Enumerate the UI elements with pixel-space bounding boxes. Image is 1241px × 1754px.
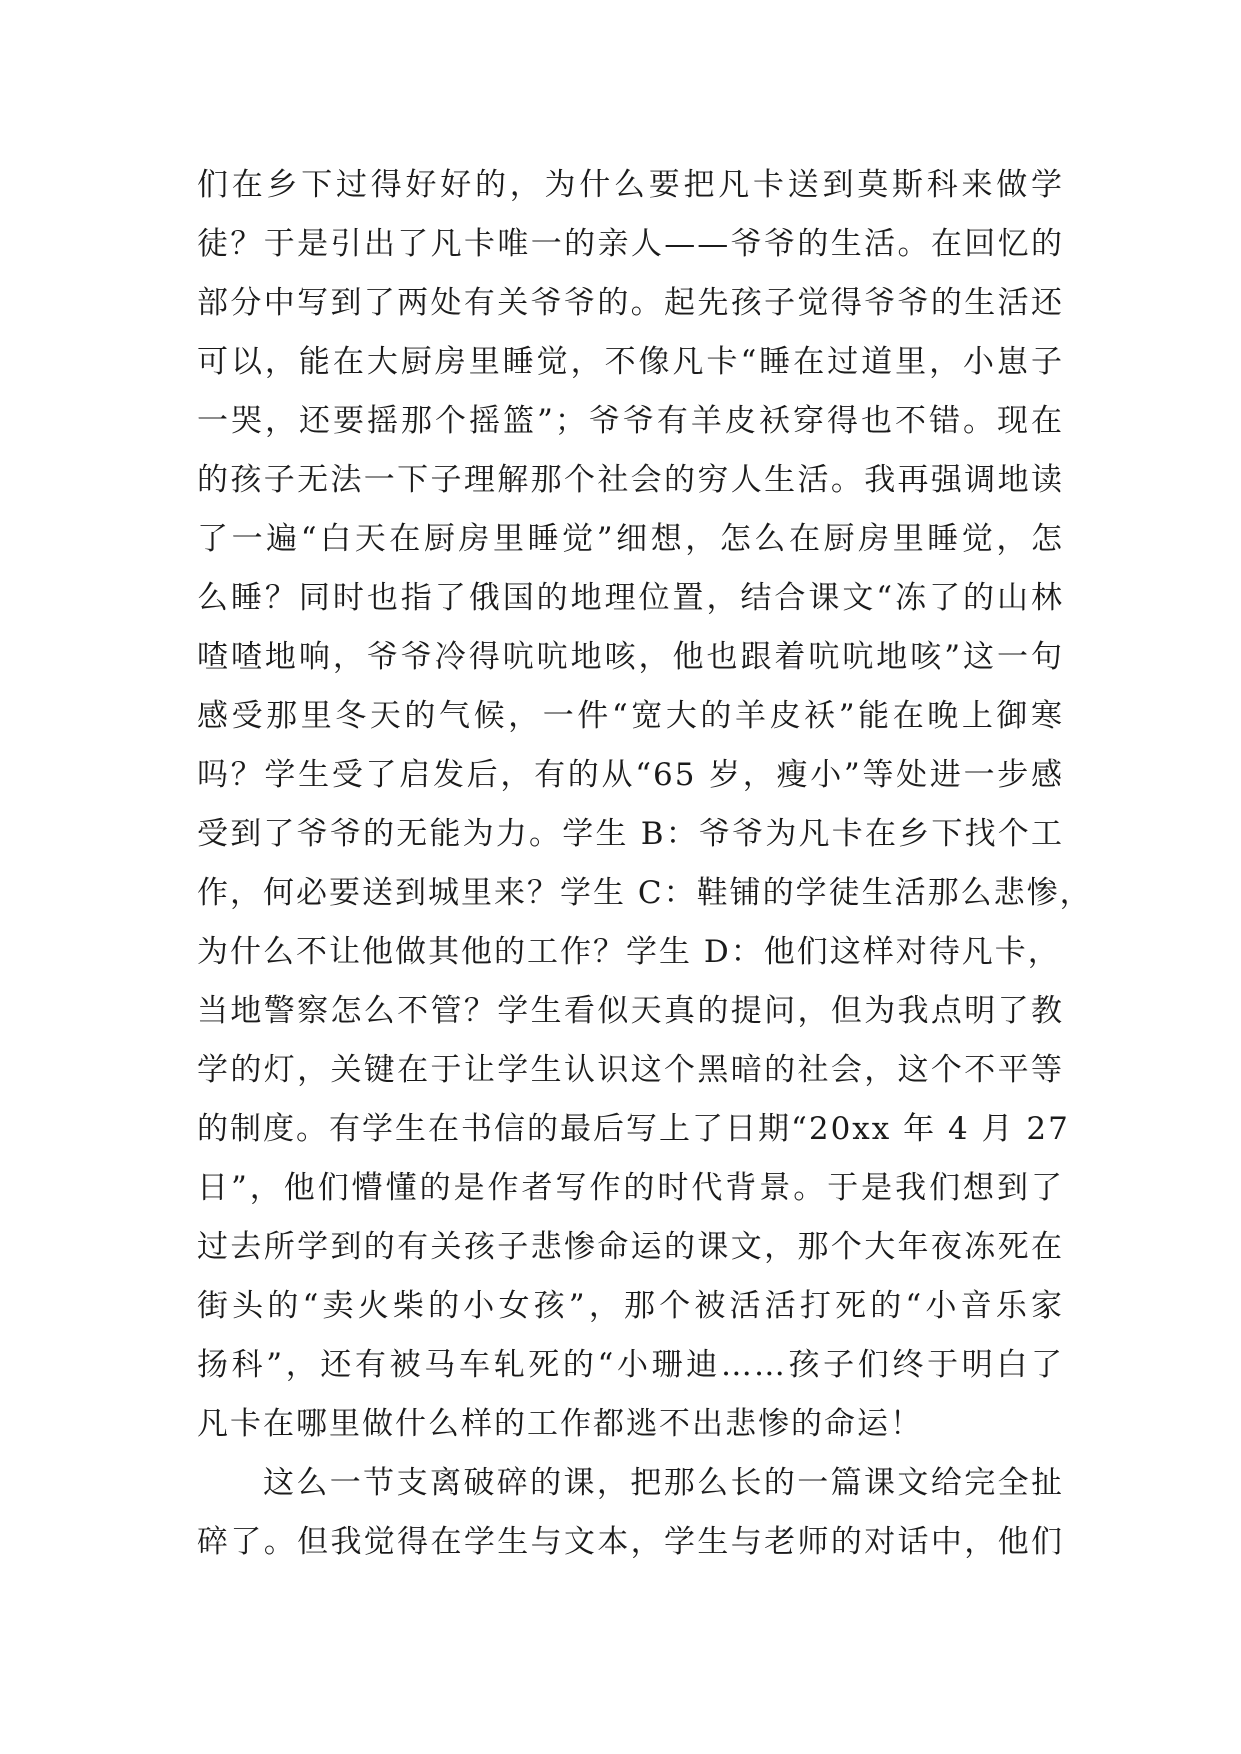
text-line: 感受那里冬天的气候，一件“宽大的羊皮袄”能在晚上御寒 [197,698,1064,734]
body-text [197,156,1093,1572]
text-line: 街头的“卖火柴的小女孩”，那个被活活打死的“小音乐家 [197,1288,1064,1324]
text-line: 么睡？同时也指了俄国的地理位置，结合课文“冻了的山林 [197,580,1064,616]
text-line: 为什么不让他做其他的工作？学生 D：他们这样对待凡卡， [197,934,1061,970]
text-line: 的制度。有学生在书信的最后写上了日期“20xx 年 4 月 27 [197,1111,1070,1147]
text-line: 吗？学生受了启发后，有的从“65 岁，瘦小”等处进一步感 [197,757,1064,793]
paragraph-1 [197,156,1093,1454]
text-line: 可以，能在大厨房里睡觉，不像凡卡“睡在过道里，小崽子 [197,344,1064,380]
text-line: 学的灯，关键在于让学生认识这个黑暗的社会，这个不平等 [197,1052,1064,1088]
text-line: 了一遍“白天在厨房里睡觉”细想，怎么在厨房里睡觉，怎 [197,521,1064,557]
text-line: 凡卡在哪里做什么样的工作都逃不出悲惨的命运！ [197,1406,923,1442]
text-line: 当地警察怎么不管？学生看似天真的提问，但为我点明了教 [197,993,1064,1029]
text-line: 过去所学到的有关孩子悲惨命运的课文，那个大年夜冻死在 [197,1229,1064,1265]
text-line: 受到了爷爷的无能为力。学生 B：爷爷为凡卡在乡下找个工 [197,816,1064,852]
text-line: 日”，他们懵懂的是作者写作的时代背景。于是我们想到了 [197,1170,1064,1206]
text-line: 徒？于是引出了凡卡唯一的亲人——爷爷的生活。在回忆的 [197,226,1064,262]
text-line: 作，何必要送到城里来？学生 C：鞋铺的学徒生活那么悲惨， [197,875,1093,911]
text-line: 喳喳地响，爷爷冷得吭吭地咳，他也跟着吭吭地咳”这一句 [197,639,1064,675]
text-line: 部分中写到了两处有关爷爷的。起先孩子觉得爷爷的生活还 [197,285,1064,321]
text-line: 的孩子无法一下子理解那个社会的穷人生活。我再强调地读 [197,462,1064,498]
text-line: 扬科”，还有被马车轧死的“小珊迪……孩子们终于明白了 [197,1347,1064,1383]
paragraph-2 [197,1454,1087,1572]
text-line: 们在乡下过得好好的，为什么要把凡卡送到莫斯科来做学 [197,167,1064,203]
text-line: 碎了。但我觉得在学生与文本，学生与老师的对话中，他们 [197,1524,1064,1560]
text-line: 一哭，还要摇那个摇篮”；爷爷有羊皮袄穿得也不错。现在 [197,403,1064,439]
text-line: 这么一节支离破碎的课，把那么长的一篇课文给完全扯 [263,1465,1064,1501]
